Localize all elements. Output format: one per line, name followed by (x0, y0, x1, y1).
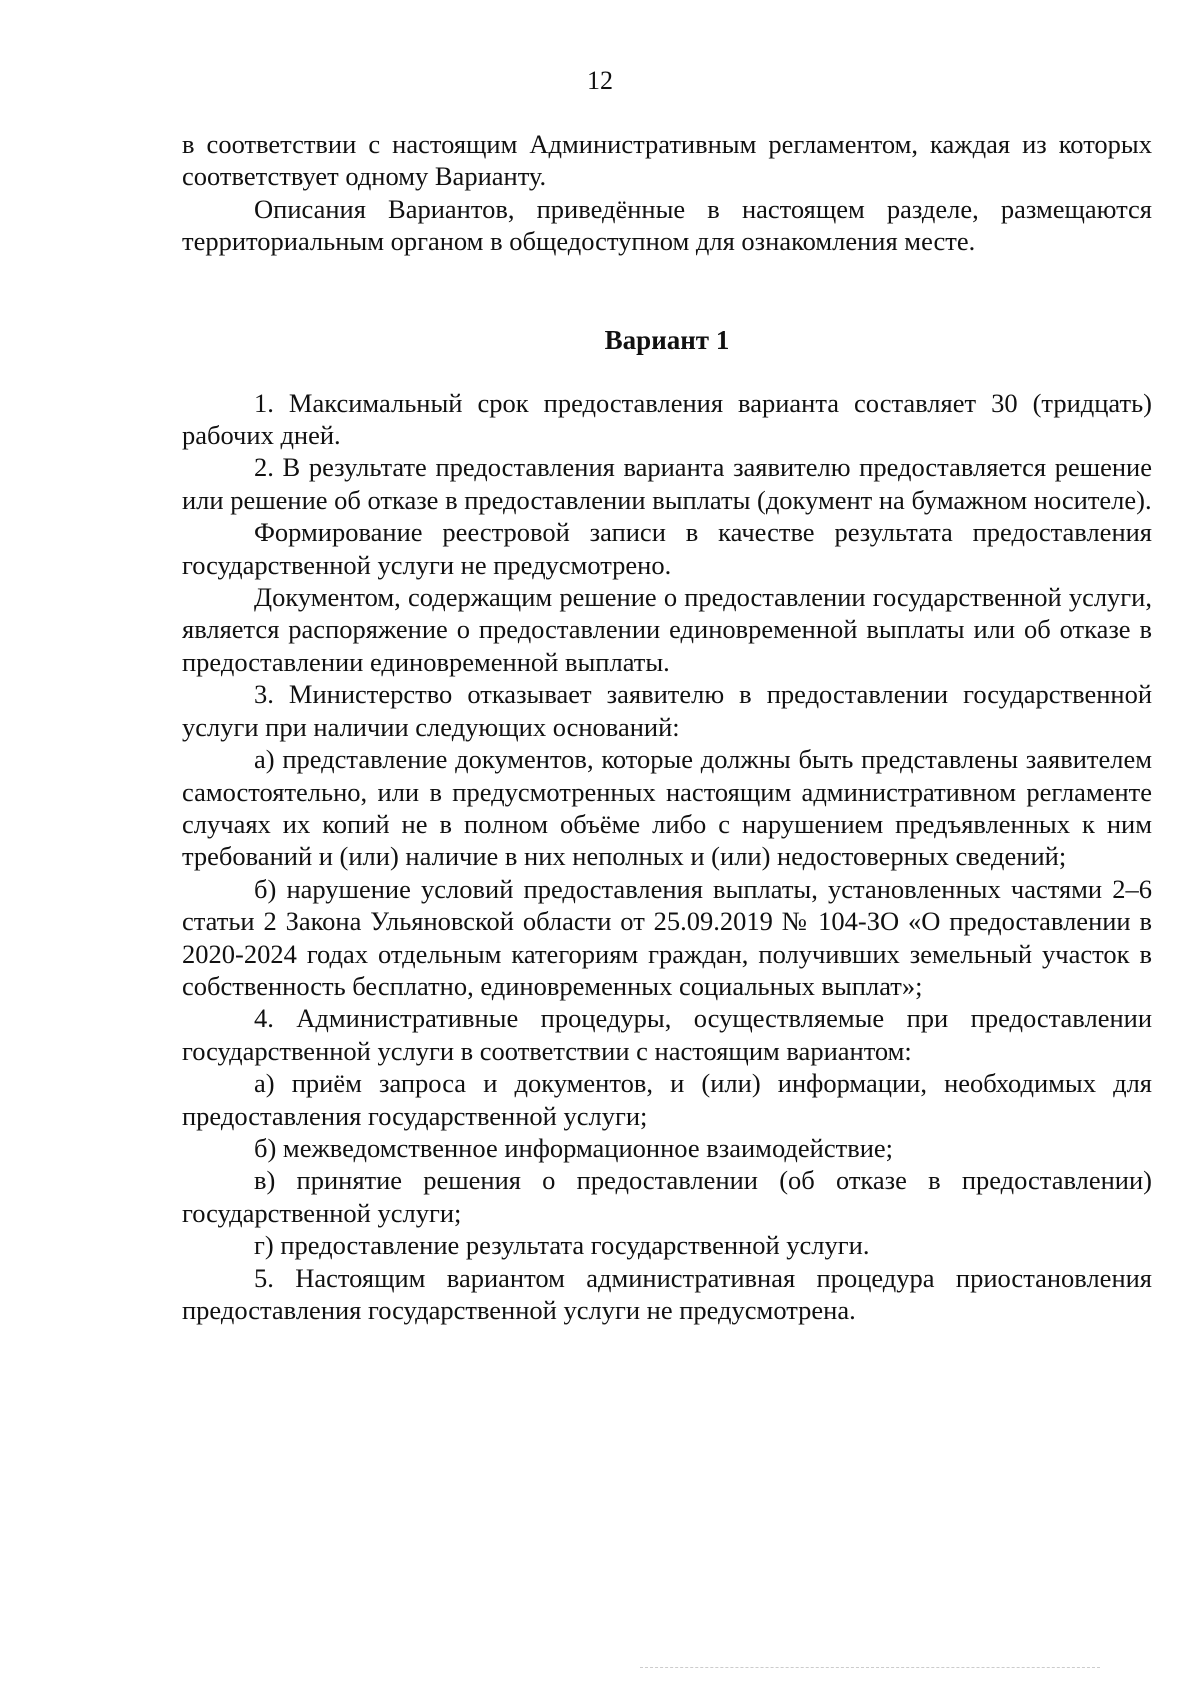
page-number: 12 (587, 66, 613, 95)
intro-paragraph-2: Описания Вариантов, приведённые в настоящем разделе, размещаются территориальным органом в общедоступном для ознакомления месте. (182, 193, 1152, 257)
clause-5-suspension: 5. Настоящим вариантом административная процедура приостановления предоставления государственной услуги не предусмотрена. (182, 1262, 1152, 1325)
bottom-divider (640, 1667, 1100, 1668)
clause-4-procedures: 4. Административные процедуры, осуществляемые при предоставлении государственной услуги в соответствии с настоящим вариантом: (182, 1003, 1152, 1066)
clause-4-item-b: б) межведомственное информационное взаимодействие; (254, 1132, 894, 1163)
clause-4-item-c: в) принятие решения о предоставлении (об отказе в предоставлении) государственной услуги; (182, 1165, 1152, 1228)
clause-2-registry-record: Формирование реестровой записи в качестве результата предоставления государственной услуги не предусмотрено. (182, 517, 1152, 580)
variant-heading: Вариант 1 (604, 324, 730, 355)
clause-2-decision-document: Документом, содержащим решение о предоставлении государственной услуги, является распоряжение о предоставлении единовременной выплаты или об отказе в предоставлении единовременной выплаты. (182, 582, 1152, 677)
clause-2-result: 2. В результате предоставления варианта заявителю предоставляется решение или решение об отказе в предоставлении выплаты (документ на бумажном носителе). (182, 452, 1152, 515)
clause-3-item-a: а) представление документов, которые должны быть представлены заявителем самостоятельно, или в предусмотренных настоящим административном регламенте случаях их копий не в полном объёме либо с нарушением предъявленных к ним требований и (или) наличие в них неполных и (или) недостоверных сведений; (182, 744, 1152, 872)
clause-3-item-b: б) нарушение условий предоставления выплаты, установленных частями 2–6 статьи 2 Закона Ульяновской области от 25.09.2019 № 104-ЗО «О предоставлении в 2020-2024 годах отдельным категориям граждан, получивших земельный участок в собственность бесплатно, единовременных социальных выплат»; (182, 873, 1152, 1001)
clause-4-item-a: а) приём запроса и документов, и (или) информации, необходимых для предоставления государственной услуги; (182, 1068, 1152, 1131)
clause-1-max-term: 1. Максимальный срок предоставления варианта составляет 30 (тридцать) рабочих дней. (182, 387, 1152, 451)
clause-4-item-d: г) предоставление результата государственной услуги. (254, 1230, 870, 1261)
intro-paragraph-1: в соответствии с настоящим Административным регламентом, каждая из которых соответствует одному Варианту. (182, 129, 1152, 192)
clause-3-refusal-grounds: 3. Министерство отказывает заявителю в предоставлении государственной услуги при наличии следующих оснований: (182, 679, 1152, 742)
document-body (182, 128, 1152, 1326)
